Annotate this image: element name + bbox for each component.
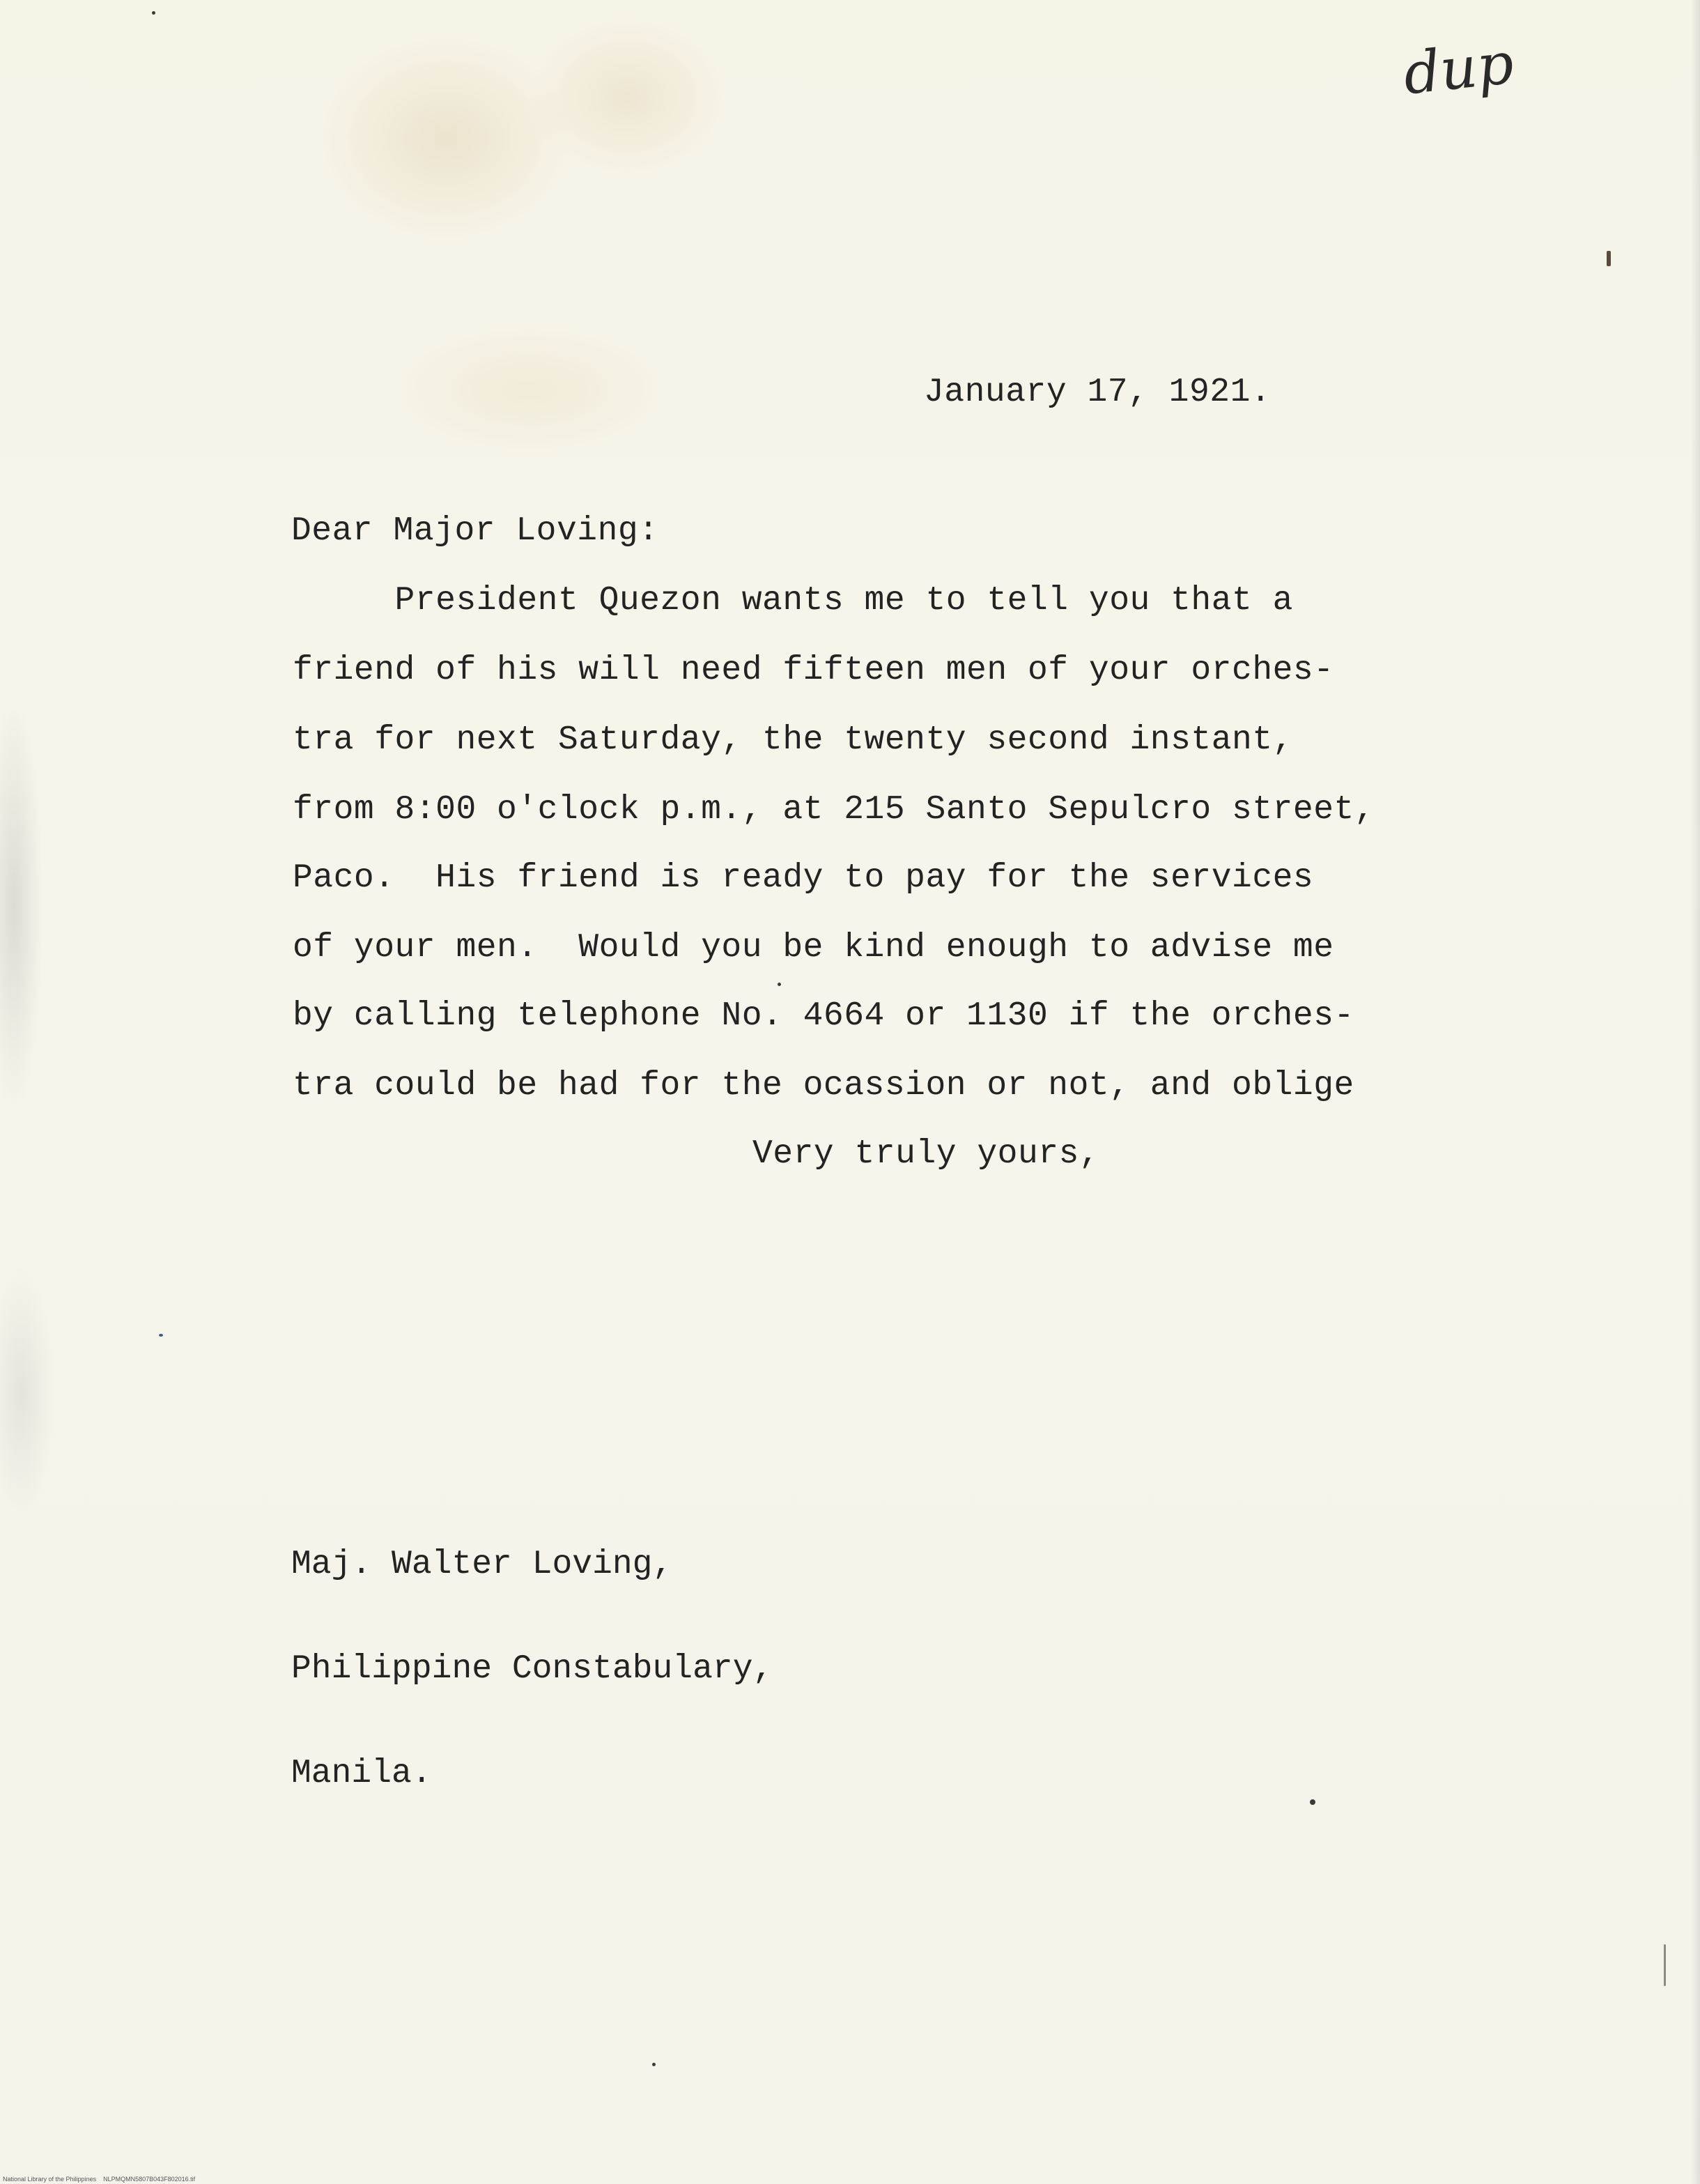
paper-speck <box>1664 1944 1666 1986</box>
file-id: NLPMQMN5807B043F802016.tif <box>103 2176 196 2183</box>
recipient-city: Manila. <box>291 1755 432 1792</box>
scan-edge <box>1690 0 1700 2184</box>
recipient-organization: Philippine Constabulary, <box>291 1650 773 1688</box>
body-line: President Quezon wants me to tell you that a <box>293 582 1293 620</box>
paper-speck <box>152 11 155 15</box>
paper-speck <box>1607 251 1611 266</box>
body-line: friend of his will need fifteen men of your orches- <box>293 652 1334 689</box>
paper-speck <box>778 983 781 986</box>
paper-speck <box>1310 1799 1315 1805</box>
body-line: from 8:00 o'clock p.m., at 215 Santo Sepulcro street, <box>293 791 1375 829</box>
archive-name: National Library of the Philippines <box>3 2176 97 2183</box>
archive-footer <box>3 2176 195 2183</box>
body-line: by calling telephone No. 4664 or 1130 if the orches- <box>293 997 1354 1035</box>
body-line: tra could be had for the ocassion or not, and oblige <box>293 1067 1354 1105</box>
recipient-address <box>291 1477 773 1861</box>
handwritten-note: dup <box>1400 30 1517 108</box>
letter-closing: Very truly yours, <box>752 1135 1100 1173</box>
letter-date: January 17, 1921. <box>924 374 1272 411</box>
body-line: of your men. Would you be kind enough to advise me <box>293 929 1334 967</box>
recipient-name: Maj. Walter Loving, <box>291 1546 673 1583</box>
body-line: Paco. His friend is ready to pay for the services <box>293 859 1314 897</box>
body-line: tra for next Saturday, the twenty second instant, <box>293 721 1293 759</box>
letter-salutation: Dear Major Loving: <box>291 512 659 550</box>
paper-speck <box>159 1334 163 1337</box>
paper-speck <box>652 2063 656 2066</box>
